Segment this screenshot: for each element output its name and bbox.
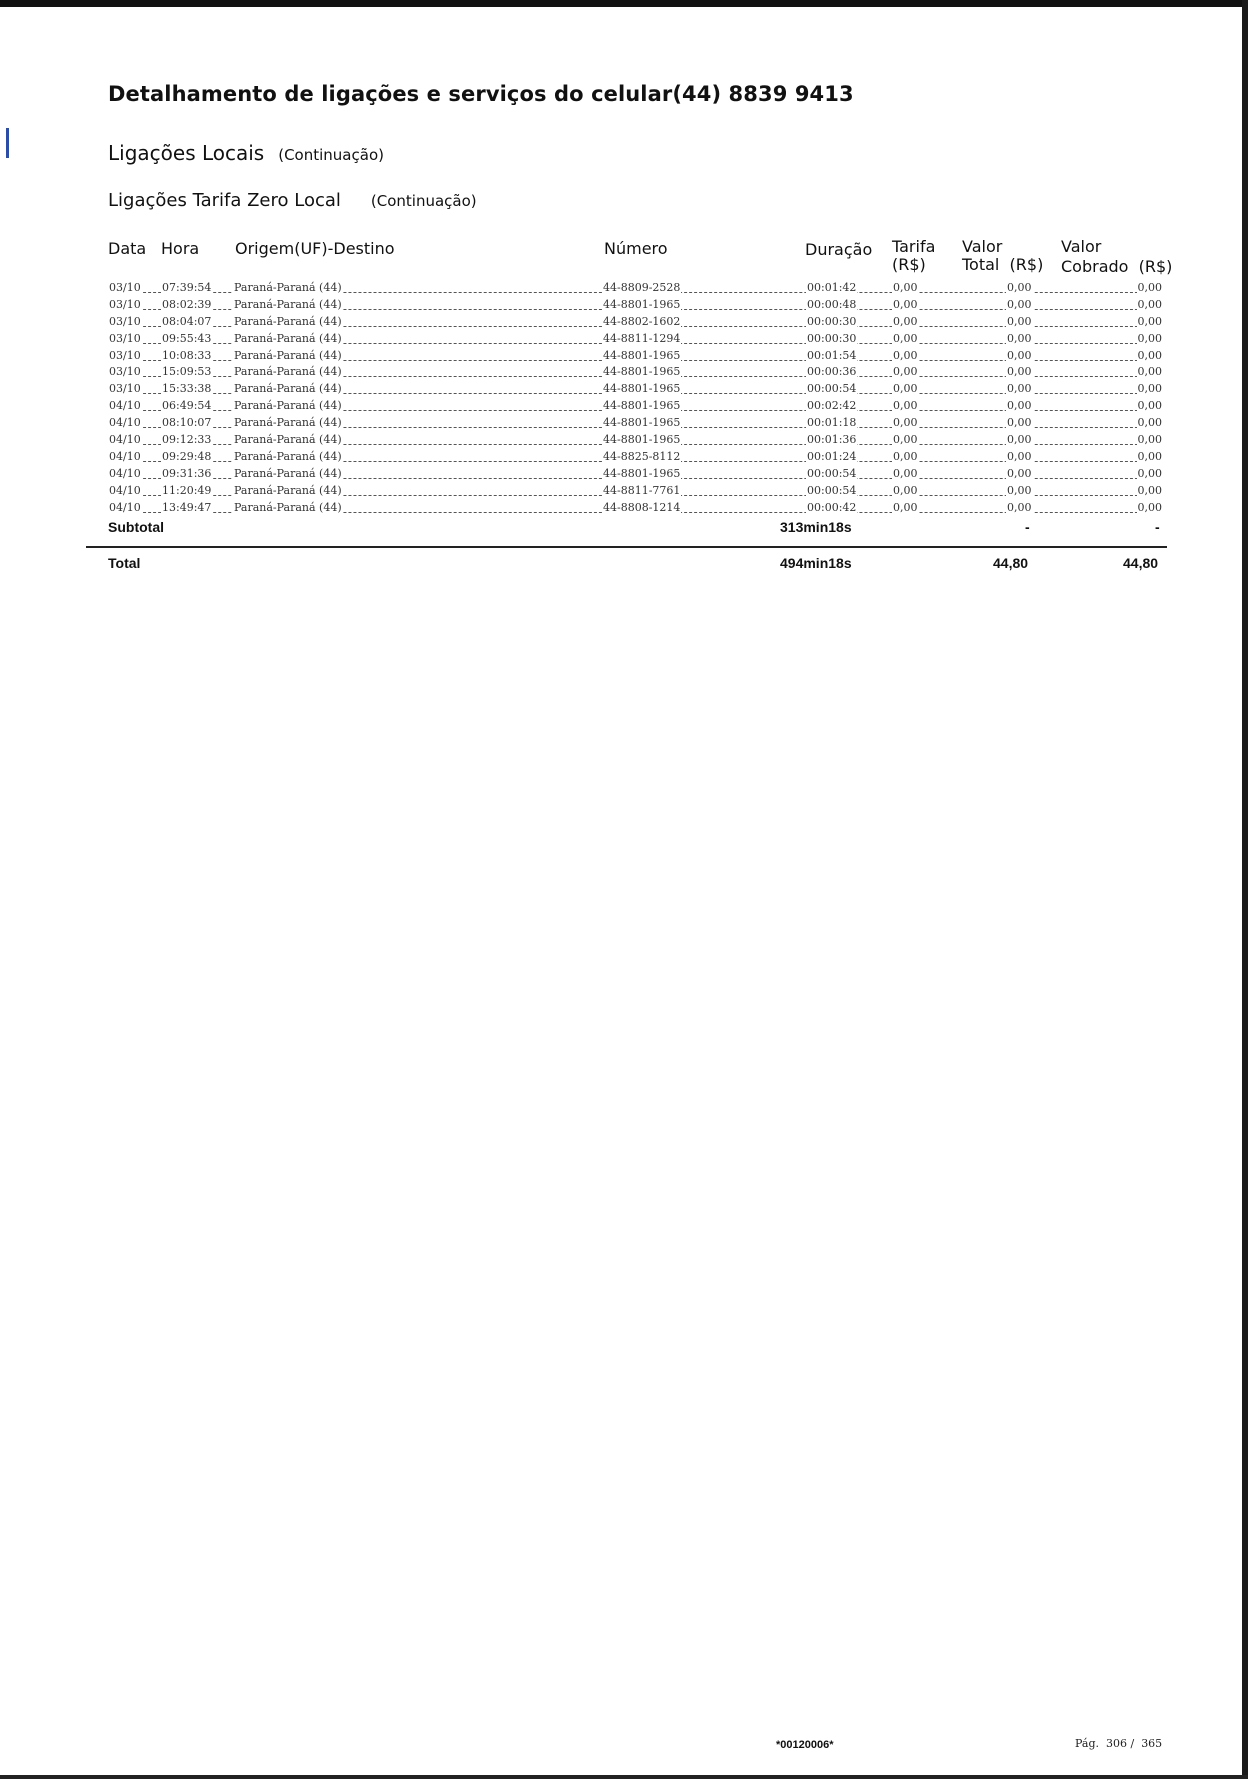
header-value-charged-line1: Valor: [1061, 237, 1102, 256]
header-value-total: [962, 238, 1043, 274]
cell-duration: 00:01:54: [807, 348, 857, 362]
footer-document-code: *00120006*: [776, 1739, 834, 1751]
cell-origin: Paraná-Paraná (44): [234, 483, 342, 497]
cell-time: 07:39:54: [162, 281, 212, 294]
call-detail-rows: [108, 280, 1163, 516]
cell-number: 44-8801-1965: [603, 382, 681, 396]
cell-date: 03/10: [109, 314, 141, 328]
cell-date: 03/10: [109, 348, 141, 362]
cell-time: 13:49:47: [162, 500, 212, 514]
cell-value-charged: 0,00: [1137, 281, 1162, 294]
table-row: [108, 314, 1163, 331]
cell-date: 04/10: [109, 433, 141, 447]
header-time: Hora: [161, 239, 200, 258]
subsection-continuation: (Continuação): [370, 192, 477, 210]
table-row: [108, 331, 1163, 348]
cell-rate: 0,00: [893, 382, 918, 396]
total-value-total: 44,80: [993, 555, 1029, 571]
cell-number: 44-8801-1965: [603, 365, 681, 379]
cell-rate: 0,00: [893, 433, 918, 447]
total-value-charged: 44,80: [1123, 555, 1159, 571]
header-origin: Origem(UF)-Destino: [235, 239, 395, 258]
cell-time: 15:09:53: [162, 365, 212, 379]
cell-duration: 00:00:42: [807, 500, 857, 514]
cell-value-charged: 0,00: [1137, 416, 1162, 430]
cell-origin: Paraná-Paraná (44): [234, 348, 342, 362]
cell-value-charged: 0,00: [1137, 433, 1162, 447]
cell-number: 44-8801-1965: [603, 466, 681, 480]
cell-time: 08:04:07: [162, 314, 212, 328]
header-value-total-line1: Valor: [962, 237, 1003, 256]
cell-duration: 00:00:36: [807, 365, 857, 379]
cell-rate: 0,00: [893, 416, 918, 430]
cell-duration: 00:00:30: [807, 314, 857, 328]
cell-number: 44-8825-8112: [603, 449, 681, 463]
cell-origin: Paraná-Paraná (44): [234, 399, 342, 413]
subsection-title: [108, 190, 477, 211]
cell-value-charged: 0,00: [1137, 466, 1162, 480]
header-rate-line1: Tarifa: [892, 237, 936, 256]
section-title: [108, 141, 384, 165]
cell-value-total: 0,00: [1007, 314, 1032, 328]
cell-rate: 0,00: [893, 297, 918, 311]
document-title: Detalhamento de ligações e serviços do celular(44) 8839 9413: [108, 82, 854, 106]
table-row: [108, 483, 1163, 500]
cell-value-total: 0,00: [1007, 348, 1032, 362]
cell-date: 03/10: [109, 382, 141, 396]
cell-rate: 0,00: [893, 449, 918, 463]
scan-edge-top: [0, 0, 1248, 7]
subtotal-value-total: -: [1025, 519, 1030, 535]
cell-rate: 0,00: [893, 365, 918, 379]
cell-origin: Paraná-Paraná (44): [234, 314, 342, 328]
header-date: Data: [108, 239, 147, 258]
header-value-charged-line2: Cobrado (R$): [1061, 257, 1173, 276]
scan-edge-right: [1242, 0, 1248, 1779]
table-row: [108, 297, 1163, 314]
subtotal-label: Subtotal: [108, 519, 164, 535]
cell-rate: 0,00: [893, 331, 918, 345]
scan-margin-mark: [6, 128, 9, 158]
cell-value-charged: 0,00: [1137, 314, 1162, 328]
cell-duration: 00:01:42: [807, 281, 857, 294]
cell-value-charged: 0,00: [1137, 331, 1162, 345]
subtotal-duration: 313min18s: [780, 519, 852, 535]
cell-duration: 00:01:36: [807, 433, 857, 447]
cell-value-total: 0,00: [1007, 433, 1032, 447]
cell-duration: 00:01:24: [807, 449, 857, 463]
table-row: [108, 466, 1163, 483]
scan-edge-bottom: [0, 1775, 1248, 1779]
cell-date: 04/10: [109, 449, 141, 463]
cell-duration: 00:00:30: [807, 331, 857, 345]
cell-origin: Paraná-Paraná (44): [234, 500, 342, 514]
cell-value-charged: 0,00: [1137, 483, 1162, 497]
cell-rate: 0,00: [893, 483, 918, 497]
cell-rate: 0,00: [893, 314, 918, 328]
footer-page-number: Pág. 306 / 365: [1075, 1737, 1163, 1750]
section-label: Ligações Locais: [108, 141, 265, 165]
cell-rate: 0,00: [893, 466, 918, 480]
cell-duration: 00:00:54: [807, 382, 857, 396]
subsection-label: Ligações Tarifa Zero Local: [108, 190, 341, 211]
header-value-total-line2: Total (R$): [962, 255, 1044, 274]
cell-value-total: 0,00: [1007, 500, 1032, 514]
cell-number: 44-8808-1214: [603, 500, 681, 514]
cell-duration: 00:00:54: [807, 483, 857, 497]
cell-number: 44-8809-2528: [603, 281, 681, 294]
cell-date: 03/10: [109, 365, 141, 379]
table-row: [108, 364, 1163, 381]
cell-number: 44-8801-1965: [603, 399, 681, 413]
cell-value-charged: 0,00: [1137, 382, 1162, 396]
cell-rate: 0,00: [893, 500, 918, 514]
cell-number: 44-8811-7761: [603, 483, 681, 497]
cell-rate: 0,00: [893, 348, 918, 362]
cell-origin: Paraná-Paraná (44): [234, 433, 342, 447]
total-label: Total: [108, 555, 141, 571]
cell-value-charged: 0,00: [1137, 297, 1162, 311]
cell-duration: 00:02:42: [807, 399, 857, 413]
cell-number: 44-8802-1602: [603, 314, 681, 328]
total-divider: [86, 546, 1167, 548]
cell-number: 44-8801-1965: [603, 416, 681, 430]
cell-time: 09:55:43: [162, 331, 212, 345]
cell-value-charged: 0,00: [1137, 449, 1162, 463]
table-row: [108, 432, 1163, 449]
cell-time: 09:12:33: [162, 433, 212, 447]
cell-number: 44-8801-1965: [603, 348, 681, 362]
cell-origin: Paraná-Paraná (44): [234, 416, 342, 430]
table-row: [108, 449, 1163, 466]
cell-number: 44-8801-1965: [603, 433, 681, 447]
cell-duration: 00:01:18: [807, 416, 857, 430]
cell-date: 04/10: [109, 416, 141, 430]
cell-value-total: 0,00: [1007, 365, 1032, 379]
cell-value-total: 0,00: [1007, 416, 1032, 430]
header-number: Número: [604, 239, 668, 258]
cell-number: 44-8811-1294: [603, 331, 681, 345]
table-row: [108, 415, 1163, 432]
cell-value-charged: 0,00: [1137, 500, 1162, 514]
cell-origin: Paraná-Paraná (44): [234, 281, 342, 294]
cell-value-total: 0,00: [1007, 281, 1032, 294]
header-rate: [892, 238, 935, 274]
cell-value-charged: 0,00: [1137, 365, 1162, 379]
cell-value-total: 0,00: [1007, 331, 1032, 345]
cell-value-total: 0,00: [1007, 399, 1032, 413]
cell-time: 11:20:49: [162, 483, 212, 497]
cell-origin: Paraná-Paraná (44): [234, 382, 342, 396]
cell-date: 04/10: [109, 466, 141, 480]
table-row: [108, 500, 1163, 517]
cell-value-total: 0,00: [1007, 466, 1032, 480]
cell-date: 04/10: [109, 399, 141, 413]
cell-value-charged: 0,00: [1137, 399, 1162, 413]
subtotal-value-charged: -: [1155, 519, 1160, 535]
cell-date: 03/10: [109, 331, 141, 345]
cell-value-charged: 0,00: [1137, 348, 1162, 362]
header-value-charged: [1061, 238, 1172, 276]
table-row: [108, 398, 1163, 415]
cell-time: 09:31:36: [162, 466, 212, 480]
cell-value-total: 0,00: [1007, 449, 1032, 463]
cell-date: 03/10: [109, 297, 141, 311]
table-row: [108, 280, 1163, 297]
cell-time: 06:49:54: [162, 399, 212, 413]
cell-time: 08:10:07: [162, 416, 212, 430]
cell-date: 04/10: [109, 483, 141, 497]
cell-origin: Paraná-Paraná (44): [234, 297, 342, 311]
header-duration: Duração: [805, 240, 873, 259]
cell-origin: Paraná-Paraná (44): [234, 331, 342, 345]
cell-origin: Paraná-Paraná (44): [234, 449, 342, 463]
cell-time: 15:33:38: [162, 382, 212, 396]
cell-time: 10:08:33: [162, 348, 212, 362]
cell-number: 44-8801-1965: [603, 297, 681, 311]
table-row: [108, 348, 1163, 365]
cell-value-total: 0,00: [1007, 483, 1032, 497]
cell-value-total: 0,00: [1007, 297, 1032, 311]
cell-rate: 0,00: [893, 281, 918, 294]
cell-origin: Paraná-Paraná (44): [234, 466, 342, 480]
cell-date: 04/10: [109, 500, 141, 514]
cell-origin: Paraná-Paraná (44): [234, 365, 342, 379]
header-rate-line2: (R$): [892, 255, 926, 274]
cell-duration: 00:00:48: [807, 297, 857, 311]
section-continuation: (Continuação): [278, 146, 384, 164]
cell-time: 08:02:39: [162, 297, 212, 311]
total-duration: 494min18s: [780, 555, 852, 571]
cell-rate: 0,00: [893, 399, 918, 413]
cell-value-total: 0,00: [1007, 382, 1032, 396]
cell-duration: 00:00:54: [807, 466, 857, 480]
table-row: [108, 381, 1163, 398]
cell-time: 09:29:48: [162, 449, 212, 463]
cell-date: 03/10: [109, 281, 141, 294]
